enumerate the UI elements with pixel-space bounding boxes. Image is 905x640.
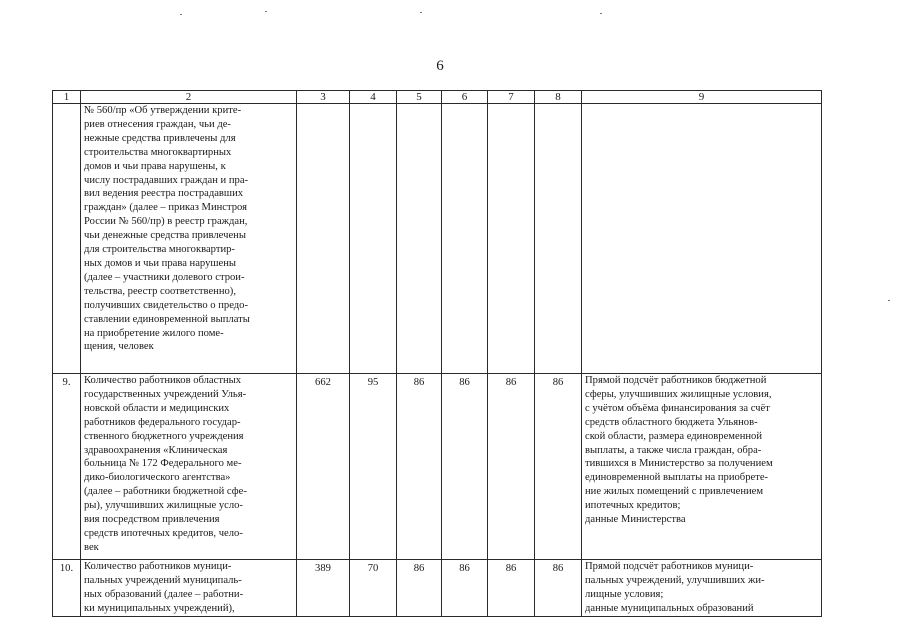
description-line: вия посредством привлечения bbox=[84, 514, 220, 526]
source-line: ипотечных кредитов; bbox=[585, 500, 681, 512]
value-cell-col-3: 389 bbox=[297, 560, 350, 617]
scan-speck bbox=[180, 14, 182, 15]
source-line: с учётом объёма финансирования за счёт bbox=[585, 402, 770, 414]
description-line: ставлении единовременной выплаты bbox=[84, 313, 250, 325]
row-number bbox=[53, 104, 81, 374]
value-cell-col-5 bbox=[397, 104, 442, 374]
description-line: пальных учреждений муниципаль- bbox=[84, 574, 242, 586]
description-line: здравоохранения «Клиническая bbox=[84, 444, 228, 456]
table-row bbox=[53, 560, 822, 617]
row-number: 9. bbox=[53, 374, 81, 560]
value-cell-col-8: 86 bbox=[535, 374, 582, 560]
source-line: средств областного бюджета Ульянов- bbox=[585, 416, 758, 428]
value-cell-col-3: 662 bbox=[297, 374, 350, 560]
col-header-1: 1 bbox=[53, 91, 81, 104]
data-source-description bbox=[582, 374, 822, 560]
header-row bbox=[53, 91, 822, 104]
description-line: больница № 172 Федерального ме- bbox=[84, 458, 242, 470]
col-header-7: 7 bbox=[488, 91, 535, 104]
description-line: чьи денежные средства привлечены bbox=[84, 230, 246, 242]
value-cell-col-8: 86 bbox=[535, 560, 582, 617]
source-line: лищные условия; bbox=[585, 588, 664, 600]
value-cell-col-3 bbox=[297, 104, 350, 374]
indicator-description bbox=[81, 374, 297, 560]
source-line: Прямой подсчёт работников бюджетной bbox=[585, 375, 767, 386]
indicators-table bbox=[52, 90, 822, 617]
source-line: данные муниципальных образований bbox=[585, 602, 754, 614]
table-row bbox=[53, 104, 822, 374]
value-cell-col-4 bbox=[350, 104, 397, 374]
description-line: работников федерального государ- bbox=[84, 416, 241, 428]
description-line: домов и чьи права нарушены, к bbox=[84, 160, 226, 172]
description-line: щения, человек bbox=[84, 341, 154, 353]
scan-speck bbox=[265, 11, 267, 12]
description-line: получивших свидетельство о предо- bbox=[84, 299, 248, 311]
description-line: ры), улучшивших жилищные усло- bbox=[84, 500, 243, 512]
data-source-description bbox=[582, 560, 822, 617]
description-line: № 560/пр «Об утверждении крите- bbox=[84, 105, 242, 116]
row-number: 10. bbox=[53, 560, 81, 617]
description-line: Количество работников муници- bbox=[84, 561, 232, 572]
col-header-8: 8 bbox=[535, 91, 582, 104]
value-cell-col-7: 86 bbox=[488, 560, 535, 617]
description-line: ных домов и чьи права нарушены bbox=[84, 257, 237, 269]
value-cell-col-4: 70 bbox=[350, 560, 397, 617]
source-line: ской области, размера единовременной bbox=[585, 430, 763, 442]
col-header-6: 6 bbox=[442, 91, 488, 104]
description-line: ственного бюджетного учреждения bbox=[84, 430, 244, 442]
description-line: Количество работников областных bbox=[84, 375, 242, 386]
indicator-description bbox=[81, 104, 297, 374]
description-line: строительства многоквартирных bbox=[84, 146, 232, 158]
description-line: дико-биологического агентства» bbox=[84, 472, 231, 484]
description-line: России № 560/пр) в реестр граждан, bbox=[84, 216, 248, 228]
data-source-description bbox=[582, 104, 822, 374]
value-cell-col-8 bbox=[535, 104, 582, 374]
value-cell-col-4: 95 bbox=[350, 374, 397, 560]
page-number: 6 bbox=[436, 58, 444, 74]
description-line: на приобретение жилого поме- bbox=[84, 327, 224, 339]
description-line: граждан» (далее – приказ Минстроя bbox=[84, 202, 248, 214]
source-line: Прямой подсчёт работников муници- bbox=[585, 561, 754, 572]
description-line: новской области и медицинских bbox=[84, 402, 230, 414]
value-cell-col-7: 86 bbox=[488, 374, 535, 560]
description-line: (далее – участники долевого строи- bbox=[84, 271, 245, 283]
col-header-4: 4 bbox=[350, 91, 397, 104]
table-row bbox=[53, 374, 822, 560]
col-header-9: 9 bbox=[582, 91, 822, 104]
description-line: для строительства многоквартир- bbox=[84, 244, 235, 256]
value-cell-col-6: 86 bbox=[442, 374, 488, 560]
col-header-5: 5 bbox=[397, 91, 442, 104]
value-cell-col-6: 86 bbox=[442, 560, 488, 617]
col-header-2: 2 bbox=[81, 91, 297, 104]
source-line: сферы, улучшивших жилищные условия, bbox=[585, 388, 772, 400]
source-line: данные Министерства bbox=[585, 514, 686, 526]
value-cell-col-6 bbox=[442, 104, 488, 374]
value-cell-col-5: 86 bbox=[397, 560, 442, 617]
description-line: век bbox=[84, 541, 99, 553]
value-cell-col-7 bbox=[488, 104, 535, 374]
description-line: вил ведения реестра пострадавших bbox=[84, 188, 244, 200]
scan-speck bbox=[600, 13, 602, 14]
description-line: средств ипотечных кредитов, чело- bbox=[84, 527, 243, 539]
description-line: ных образований (далее – работни- bbox=[84, 588, 244, 600]
scan-speck bbox=[420, 12, 422, 13]
description-line: риев отнесения граждан, чьи де- bbox=[84, 118, 231, 130]
scan-speck bbox=[888, 300, 890, 301]
col-header-3: 3 bbox=[297, 91, 350, 104]
description-line: тельства, реестр соответственно), bbox=[84, 285, 236, 297]
description-line: числу пострадавших граждан и пра- bbox=[84, 174, 249, 186]
source-line: тившихся в Министерство за получением bbox=[585, 458, 773, 470]
value-cell-col-5: 86 bbox=[397, 374, 442, 560]
source-line: пальных учреждений, улучшивших жи- bbox=[585, 574, 765, 586]
description-line: (далее – работники бюджетной сфе- bbox=[84, 486, 247, 498]
description-line: нежные средства привлечены для bbox=[84, 132, 236, 144]
indicator-description bbox=[81, 560, 297, 617]
source-line: ние жилых помещений с привлечением bbox=[585, 486, 764, 498]
source-line: выплаты, а также числа граждан, обра- bbox=[585, 444, 762, 456]
description-line: государственных учреждений Улья- bbox=[84, 388, 247, 400]
source-line: единовременной выплаты на приобрете- bbox=[585, 472, 769, 484]
description-line: ки муниципальных учреждений), bbox=[84, 602, 235, 614]
